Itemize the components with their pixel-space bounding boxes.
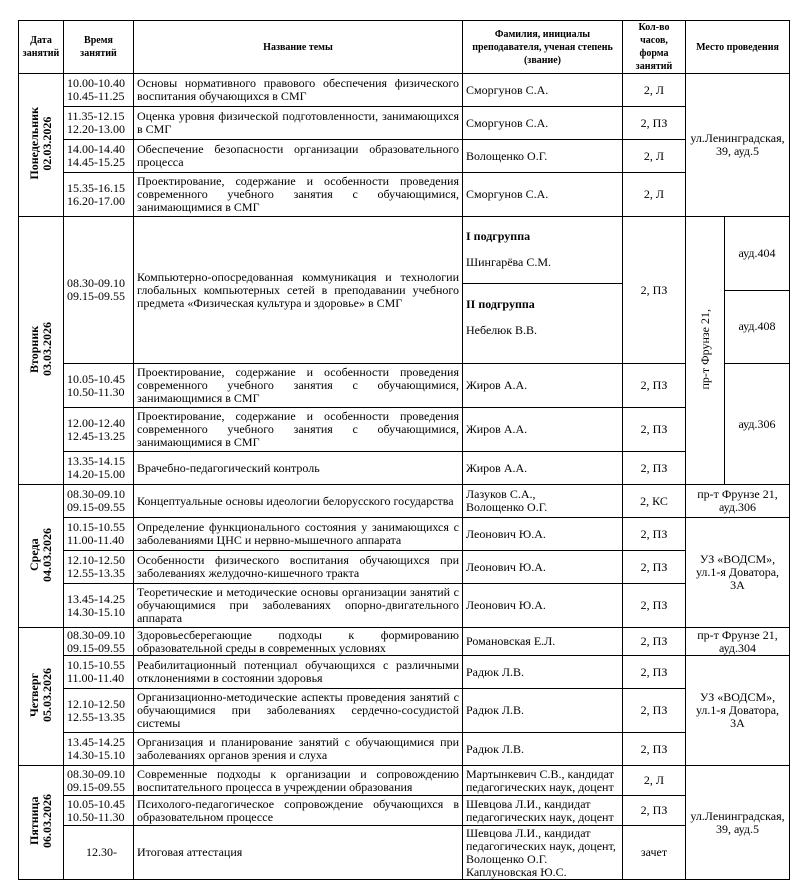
hours-cell: 2, ПЗ xyxy=(623,628,686,656)
hours-cell: 2, ПЗ xyxy=(623,518,686,551)
table-row xyxy=(19,452,790,485)
theme-cell: Современные подходы к организации и сопровождению воспитательного процесса в учреждении образования xyxy=(134,766,463,796)
teacher-cell: Жиров А.А. xyxy=(463,364,623,408)
table-row xyxy=(19,408,790,452)
theme-cell: Особенности физического воспитания обучающихся при заболеваниях желудочно-кишечного тракта xyxy=(134,551,463,584)
time-cell: 10.05-10.45 10.50-11.30 xyxy=(64,364,134,408)
time-cell: 13.45-14.25 14.30-15.10 xyxy=(64,733,134,766)
table-row xyxy=(19,656,790,689)
place-cell-aud408: ауд.408 xyxy=(725,290,790,364)
teacher-cell: Сморгунов С.А. xyxy=(463,173,623,217)
theme-cell: Теоретические и методические основы организации занятий с обучающимися при заболеваниях опорно-двигательного аппарата xyxy=(134,584,463,628)
table-row xyxy=(19,584,790,628)
hours-cell: 2, ПЗ xyxy=(623,107,686,140)
header-theme: Название темы xyxy=(134,21,463,74)
teacher-cell: Сморгунов С.А. xyxy=(463,107,623,140)
time-cell: 10.00-10.40 10.45-11.25 xyxy=(64,74,134,107)
place-cell-thursday-2: УЗ «ВОДСМ», ул.1-я Доватора, 3А xyxy=(686,656,790,766)
time-cell: 13.35-14.15 14.20-15.00 xyxy=(64,452,134,485)
theme-cell: Проектирование, содержание и особенности проведения современного учебного занятия с обучающимися, занимающимися в СМГ xyxy=(134,173,463,217)
theme-cell: Обеспечение безопасности организации образовательного процесса xyxy=(134,140,463,173)
table-row xyxy=(19,551,790,584)
time-cell: 10.15-10.55 11.00-11.40 xyxy=(64,518,134,551)
theme-cell: Основы нормативного правового обеспечения физического воспитания обучающихся в СМГ xyxy=(134,74,463,107)
hours-cell: 2, Л xyxy=(623,173,686,217)
theme-cell: Оценка уровня физической подготовленности, занимающихся в СМГ xyxy=(134,107,463,140)
header-hours: Кол-во часов, форма занятий xyxy=(623,21,686,74)
day-cell-tuesday: Вторник 03.03.2026 xyxy=(19,217,64,485)
time-cell: 10.05-10.45 10.50-11.30 xyxy=(64,796,134,826)
theme-cell: Определение функционального состояния у занимающихся с заболеваниями ЦНС и нервно-мышечного аппарата xyxy=(134,518,463,551)
table-row xyxy=(19,826,790,880)
place-cell-aud306: ауд.306 xyxy=(725,364,790,485)
theme-cell: Концептуальные основы идеологии белорусского государства xyxy=(134,485,463,518)
hours-cell: 2, ПЗ xyxy=(623,408,686,452)
time-cell: 08.30-09.10 09.15-09.55 xyxy=(64,628,134,656)
place-cell-wednesday-2: УЗ «ВОДСМ», ул.1-я Доватора, 3А xyxy=(686,518,790,628)
theme-cell: Здоровьесберегающие подходы к формированию образовательной среды в современных условиях xyxy=(134,628,463,656)
teacher-cell: Леонович Ю.А. xyxy=(463,551,623,584)
teacher-cell: Волощенко О.Г. xyxy=(463,140,623,173)
table-row xyxy=(19,107,790,140)
day-cell-monday: Понедельник 02.03.2026 xyxy=(19,74,64,217)
teacher-cell: Радюк Л.В. xyxy=(463,656,623,689)
time-cell: 08.30-09.10 09.15-09.55 xyxy=(64,217,134,364)
day-cell-thursday: Четверг 05.03.2026 xyxy=(19,628,64,766)
time-cell: 12.00-12.40 12.45-13.25 xyxy=(64,408,134,452)
subgroup1-teacher: Шингарёва С.М. xyxy=(466,255,552,269)
time-cell: 15.35-16.15 16.20-17.00 xyxy=(64,173,134,217)
header-teacher: Фамилия, инициалы преподавателя, ученая степень (звание) xyxy=(463,21,623,74)
hours-cell: 2, ПЗ xyxy=(623,796,686,826)
day-cell-friday: Пятница 06.03.2026 xyxy=(19,766,64,880)
hours-cell: 2, ПЗ xyxy=(623,584,686,628)
theme-cell: Проектирование, содержание и особенности проведения современного учебного занятия с обучающимися, занимающимися в СМГ xyxy=(134,408,463,452)
teacher-cell: Шевцова Л.И., кандидат педагогических наук, доцент xyxy=(463,796,623,826)
hours-cell: 2, КС xyxy=(623,485,686,518)
teacher-cell: Жиров А.А. xyxy=(463,452,623,485)
table-row xyxy=(19,733,790,766)
place-cell-tuesday-building: пр-т Фрунзе 21, xyxy=(686,217,725,485)
hours-cell: 2, Л xyxy=(623,140,686,173)
hours-cell: 2, ПЗ xyxy=(623,733,686,766)
teacher-cell: Леонович Ю.А. xyxy=(463,518,623,551)
hours-cell: зачет xyxy=(623,826,686,880)
time-cell: 10.15-10.55 11.00-11.40 xyxy=(64,656,134,689)
theme-cell: Врачебно-педагогический контроль xyxy=(134,452,463,485)
teacher-cell: Мартынкевич С.В., кандидат педагогических наук, доцент xyxy=(463,766,623,796)
time-cell: 14.00-14.40 14.45-15.25 xyxy=(64,140,134,173)
table-row xyxy=(19,364,790,408)
teacher-cell: Радюк Л.В. xyxy=(463,733,623,766)
hours-cell: 2, ПЗ xyxy=(623,452,686,485)
table-row xyxy=(19,689,790,733)
hours-cell: 2, ПЗ xyxy=(623,364,686,408)
theme-cell: Психолого-педагогическое сопровождение обучающихся в образовательном процессе xyxy=(134,796,463,826)
table-row xyxy=(19,485,790,518)
hours-cell: 2, ПЗ xyxy=(623,689,686,733)
teacher-cell: Радюк Л.В. xyxy=(463,689,623,733)
time-cell: 08.30-09.10 09.15-09.55 xyxy=(64,485,134,518)
day-cell-wednesday: Среда 04.03.2026 xyxy=(19,485,64,628)
teacher-cell-subgroups xyxy=(463,217,623,364)
place-cell-thursday-1: пр-т Фрунзе 21, ауд.304 xyxy=(686,628,790,656)
theme-cell: Компьютерно-опосредованная коммуникация и технологии глобальных компьютерных сетей в преподавании учебного предмета «Физическая культура и здоровье» в СМГ xyxy=(134,217,463,364)
theme-cell: Реабилитационный потенциал обучающихся с различными отклонениями в состоянии здоровья xyxy=(134,656,463,689)
hours-cell: 2, Л xyxy=(623,74,686,107)
table-row xyxy=(19,173,790,217)
schedule-table xyxy=(18,20,790,880)
theme-cell: Организация и планирование занятий с обучающимися при заболеваниях органов зрения и слуха xyxy=(134,733,463,766)
theme-cell: Организационно-методические аспекты проведения занятий с обучающимися при заболеваниях сердечно-сосудистой системы xyxy=(134,689,463,733)
table-row xyxy=(19,796,790,826)
hours-cell: 2, Л xyxy=(623,766,686,796)
time-cell: 12.10-12.50 12.55-13.35 xyxy=(64,551,134,584)
place-cell-wednesday-1: пр-т Фрунзе 21, ауд.306 xyxy=(686,485,790,518)
subgroup1-title: I подгруппа xyxy=(466,229,531,243)
time-cell: 12.30- xyxy=(64,826,134,880)
time-cell: 12.10-12.50 12.55-13.35 xyxy=(64,689,134,733)
time-cell: 11.35-12.15 12.20-13.00 xyxy=(64,107,134,140)
hours-cell: 2, ПЗ xyxy=(623,551,686,584)
teacher-cell: Романовская Е.Л. xyxy=(463,628,623,656)
header-row xyxy=(19,21,790,74)
hours-cell: 2, ПЗ xyxy=(623,217,686,364)
table-row xyxy=(19,766,790,796)
table-row xyxy=(19,518,790,551)
table-row xyxy=(19,628,790,656)
place-cell-aud404: ауд.404 xyxy=(725,217,790,291)
table-row xyxy=(19,140,790,173)
teacher-cell: Жиров А.А. xyxy=(463,408,623,452)
header-place: Место проведения xyxy=(686,21,790,74)
table-row xyxy=(19,217,790,291)
teacher-cell: Леонович Ю.А. xyxy=(463,584,623,628)
place-cell-monday: ул.Ленинградская, 39, ауд.5 xyxy=(686,74,790,217)
subgroup2-teacher: Небелюк В.В. xyxy=(466,323,538,337)
teacher-cell: Сморгунов С.А. xyxy=(463,74,623,107)
theme-cell: Итоговая аттестация xyxy=(134,826,463,880)
hours-cell: 2, ПЗ xyxy=(623,656,686,689)
time-cell: 13.45-14.25 14.30-15.10 xyxy=(64,584,134,628)
header-date: Дата занятий xyxy=(19,21,64,74)
table-row xyxy=(19,74,790,107)
time-cell: 08.30-09.10 09.15-09.55 xyxy=(64,766,134,796)
place-cell-friday: ул.Ленинградская, 39, ауд.5 xyxy=(686,766,790,880)
theme-cell: Проектирование, содержание и особенности проведения современного учебного занятия с обучающимися, занимающимися в СМГ xyxy=(134,364,463,408)
header-time: Время занятий xyxy=(64,21,134,74)
teacher-cell: Лазуков С.А., Волощенко О.Г. xyxy=(463,485,623,518)
teacher-cell: Шевцова Л.И., кандидат педагогических наук, доцент, Волощенко О.Г. Каплуновская Ю.С. xyxy=(463,826,623,880)
subgroup2-title: II подгруппа xyxy=(466,297,535,311)
